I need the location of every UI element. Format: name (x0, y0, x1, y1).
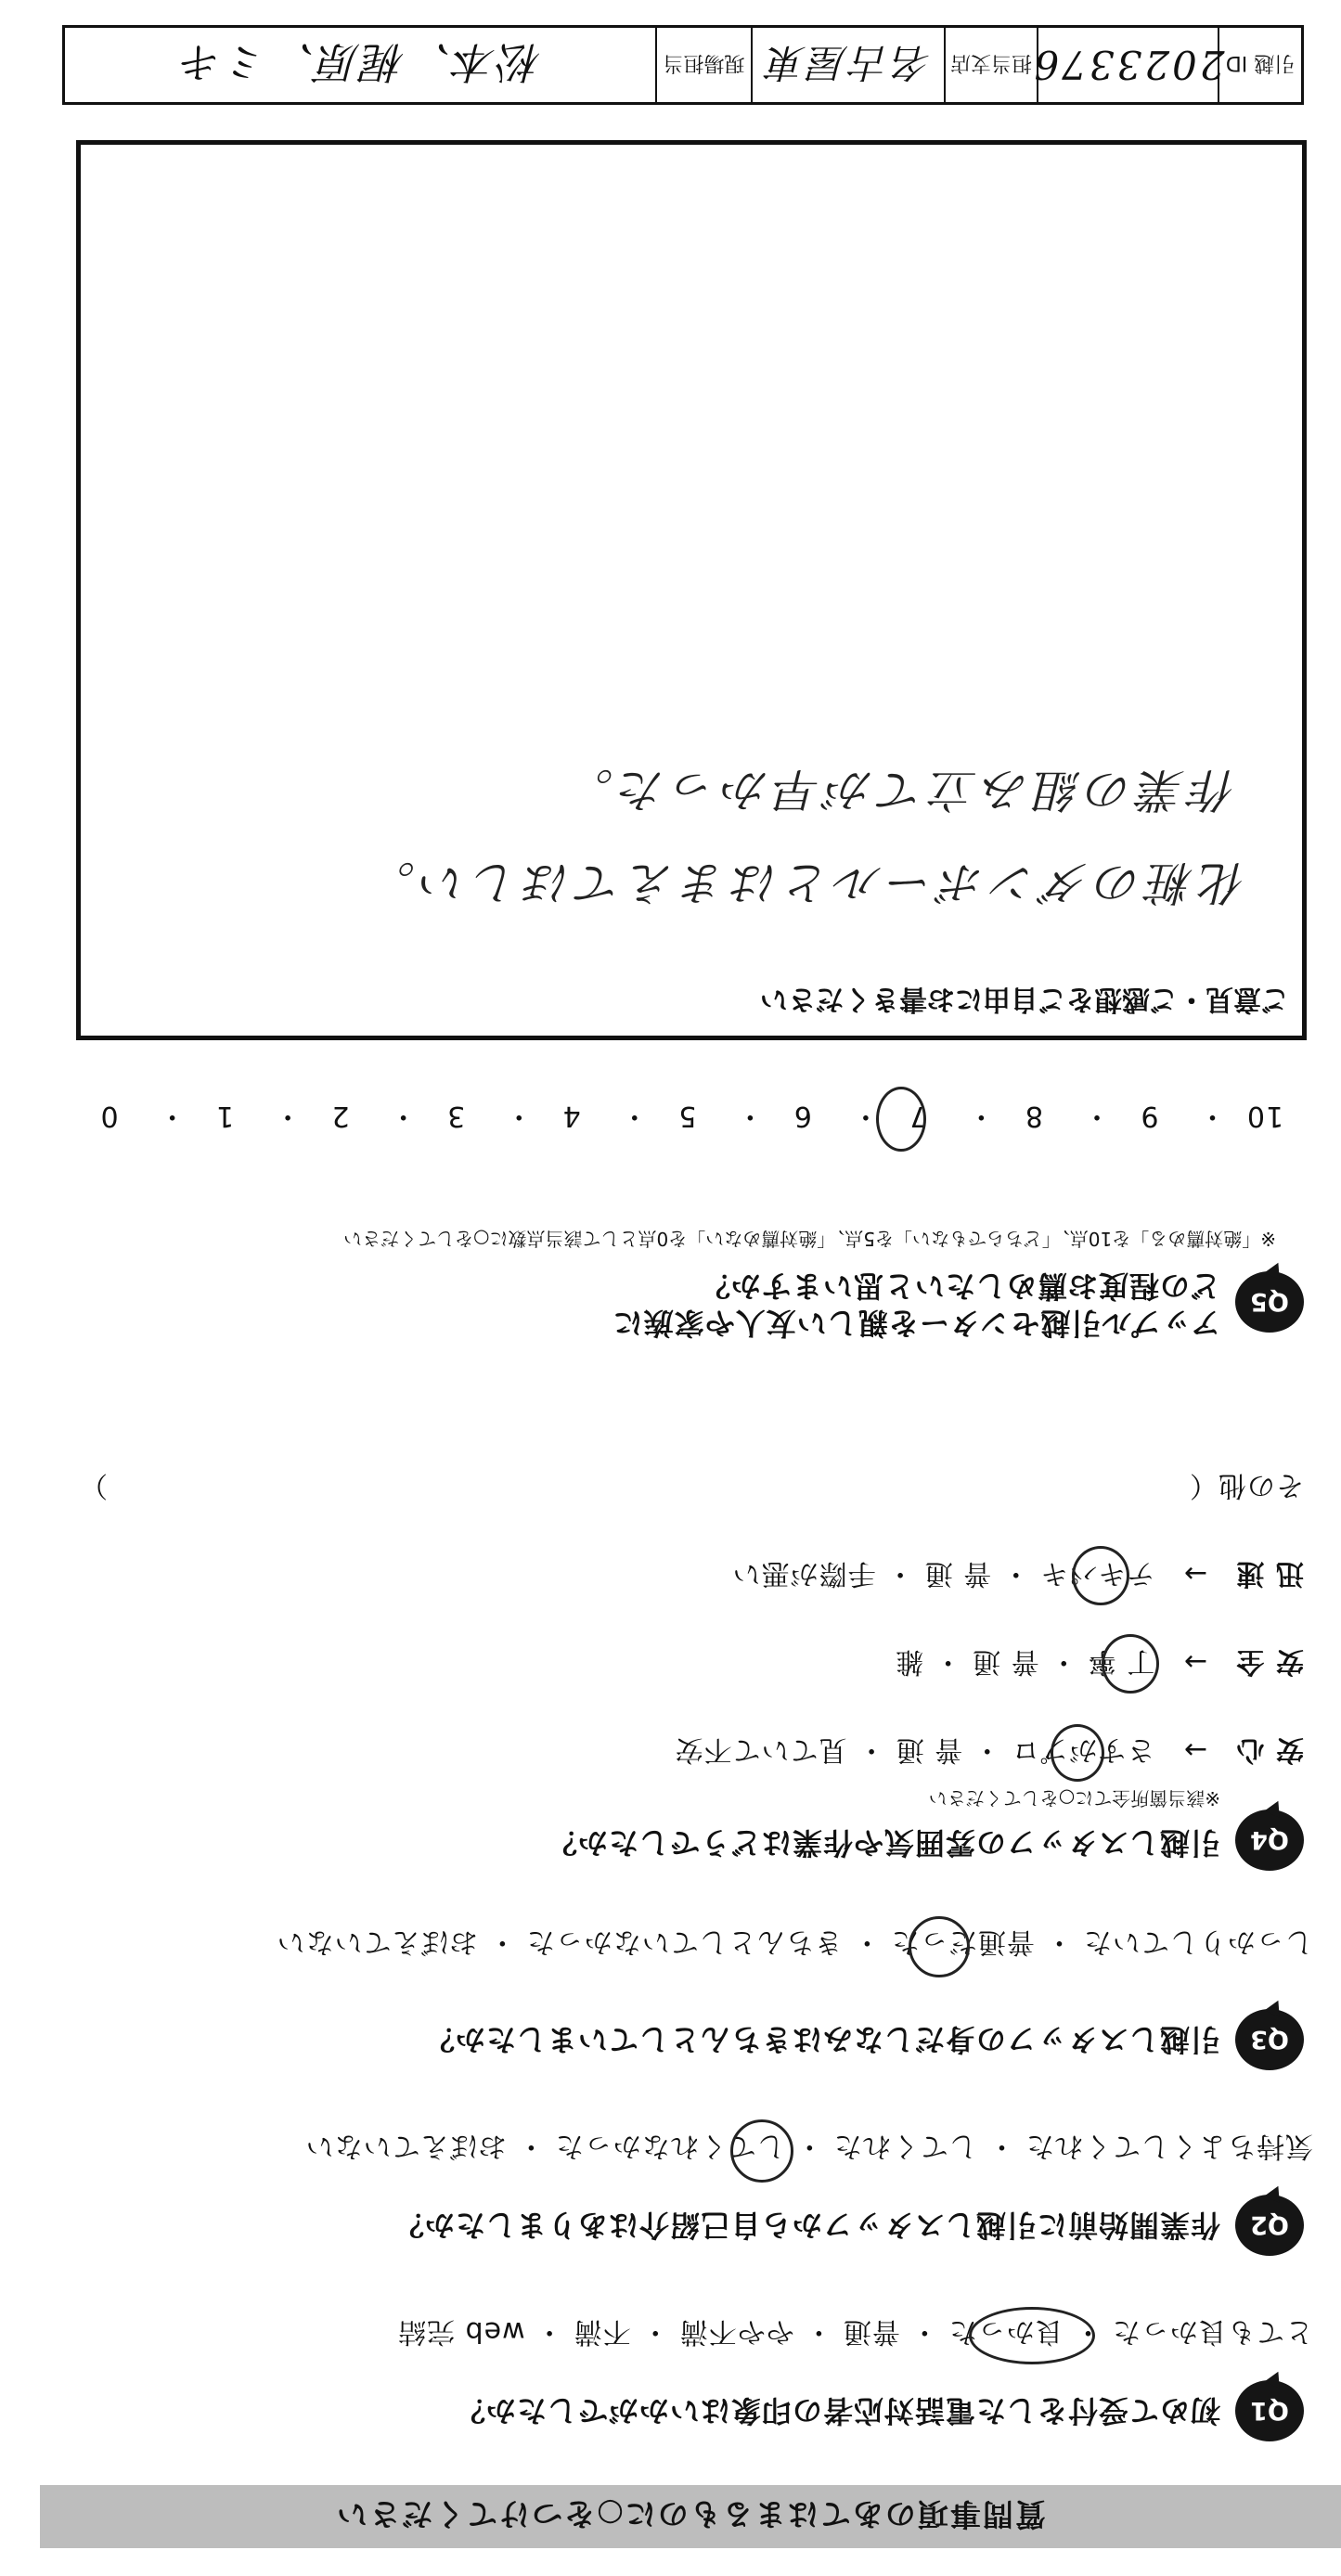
q2-badge-icon (1235, 2195, 1304, 2256)
q4-row-relief (675, 1732, 1304, 1773)
q4-row-safety (895, 1644, 1304, 1685)
q1-options: とても良かった ・ 良かった ・ 普通 ・ やや不満 ・ 不満 ・ web 完結 (397, 2315, 1313, 2348)
q4-row-speed (732, 1556, 1304, 1597)
q4-row-label: 安 心 (1235, 1733, 1304, 1766)
q5-rating-scale: 10・ 9・ 8・ 7・ 6・ 5・ 4・ 3・ 2・ 1・ 0 (89, 1099, 1285, 1140)
q5-note: ※「絶対薦める」を10点、「どちらでもない」を5点、「絶対薦めない」を0点として該当点数に○をしてください (343, 1228, 1276, 1250)
q4-speed-selected-circle (1072, 1546, 1129, 1605)
q2-options: 気持ちよくしてくれた ・ してくれた ・ してくれなかった ・ おぼえていない (304, 2130, 1313, 2162)
rating-8: 8 (1024, 1100, 1043, 1132)
rating-0: 0 (99, 1100, 119, 1132)
branch-label: 担当支店 (950, 51, 1033, 75)
id-value-cell (1031, 28, 1225, 102)
staff-label: 現場担当 (663, 51, 745, 75)
rating-6: 6 (793, 1100, 812, 1132)
q4-row-options: さすがプロ ・ 普 通 ・ 見ていて不安 (674, 1733, 1155, 1766)
q5-badge-label: Q5 (1250, 1287, 1289, 1317)
comment-handwritten-line1: 作業の組み立てが早かった。 (561, 763, 1237, 817)
instruction-text: 質問事項のあてはまるものに○をつけてください (335, 2496, 1046, 2533)
q5-question-line1: アップル引越センターを親しい友人や家族に (612, 1306, 1220, 1341)
q5-badge-icon (1235, 1271, 1304, 1333)
q4-other-close: ） (79, 1469, 108, 1501)
staff-value-cell (65, 28, 655, 102)
rating-5: 5 (677, 1100, 697, 1132)
rating-9: 9 (1140, 1100, 1159, 1132)
arrow-icon: → (1182, 1645, 1207, 1678)
id-label: 引越 ID (1225, 51, 1296, 75)
q3-badge-label: Q3 (1250, 2025, 1289, 2054)
id-value: 2023376 (1031, 42, 1225, 88)
q5-selected-circle (876, 1087, 926, 1152)
arrow-icon: → (1182, 1557, 1207, 1590)
info-table (62, 25, 1304, 105)
q4-question: 引越しスタッフの雰囲気や作業はどうでしたか？ (546, 1825, 1220, 1861)
q5-question-line2: どの程度お薦めしたいと思いますか？ (699, 1269, 1220, 1304)
instruction-banner (40, 2485, 1341, 2548)
q4-safety-selected-circle (1102, 1634, 1159, 1694)
staff-value: 松本、梶原、ミキ (178, 37, 542, 87)
comment-handwritten-line2: 化粧のダンボールとはまえてほしい。 (363, 856, 1246, 909)
q1-badge-label: Q1 (1250, 2396, 1289, 2426)
rating-7: 7 (909, 1100, 928, 1132)
rating-1: 1 (215, 1100, 235, 1132)
q3-selected-circle (909, 1916, 970, 1977)
branch-label-cell (944, 28, 1037, 102)
q1-badge-icon (1235, 2380, 1304, 2441)
q5-question (612, 1268, 1220, 1342)
rating-2: 2 (330, 1100, 350, 1132)
q1-selected-circle (969, 2307, 1095, 2364)
q4-relief-selected-circle (1051, 1724, 1104, 1782)
rating-3: 3 (446, 1100, 466, 1132)
q2-question: 作業開始前に引越しスタッフから自己紹介はありましたか？ (393, 2208, 1220, 2243)
q4-row-label: 迅 速 (1235, 1557, 1304, 1590)
q4-other-label: その他（ (1189, 1469, 1304, 1501)
q2-selected-circle (730, 2119, 793, 2183)
rating-10: 10 (1245, 1100, 1284, 1132)
staff-label-cell (655, 28, 751, 102)
q4-badge-icon (1235, 1810, 1304, 1871)
comment-box (76, 140, 1307, 1040)
id-label-cell (1218, 28, 1301, 102)
rating-4: 4 (561, 1100, 581, 1132)
branch-value: 名古屋東 (765, 40, 933, 85)
q4-row-label: 安 全 (1235, 1645, 1304, 1678)
q4-row-options: 丁 寧 ・ 普 通 ・ 雑 (895, 1645, 1155, 1678)
q3-question: 引越しスタッフの身だしなみはきちんとしていましたか？ (423, 2022, 1220, 2057)
q4-other (79, 1468, 1304, 1509)
q3-badge-icon (1235, 2009, 1304, 2070)
q3-options: しっかりしていた ・ 普通だった ・ きちんとしていなかった ・ おぼえていない (276, 1926, 1313, 1958)
branch-value-cell (751, 28, 944, 102)
q2-badge-label: Q2 (1250, 2210, 1289, 2240)
q1-question: 初めて受付をした電話対応者の印象はいかがでしたか？ (454, 2393, 1220, 2428)
q4-row-options: テキパキ ・ 普 通 ・ 手際が悪い (731, 1557, 1155, 1590)
q4-note: ※該当箇所全てに○をしてください (928, 1787, 1220, 1810)
comment-label: ご意見・ご感想をご自由にお書きください (760, 983, 1289, 1015)
q4-badge-label: Q4 (1250, 1825, 1289, 1855)
arrow-icon: → (1182, 1733, 1207, 1766)
